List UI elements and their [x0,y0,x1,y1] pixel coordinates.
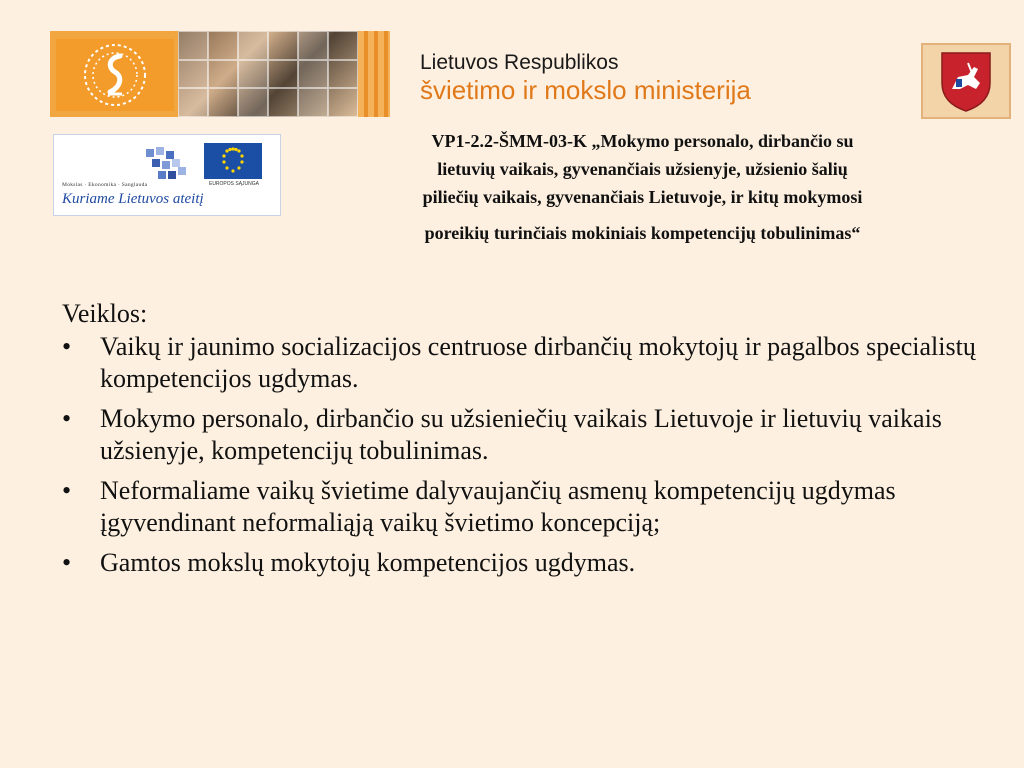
esf-slogan: Kuriame Lietuvos ateitį [62,191,204,207]
project-title-line-3: piliečių vaikais, gyvenančiais Lietuvoje, ir kitų mokymosi [422,187,863,207]
bullet-icon: • [62,476,72,505]
list-item [62,475,992,539]
activities-list [62,331,992,579]
banner-grid [178,31,358,117]
bullet-icon: • [62,404,72,433]
education-emblem-icon [56,39,174,111]
ministry-line-2: švietimo ir mokslo ministerija [420,75,751,105]
list-item [62,331,992,395]
bullet-icon: • [62,548,72,577]
banner-strip [358,31,390,117]
esf-logo [53,134,281,216]
ministry-line-1: Lietuvos Respublikos [420,51,619,74]
project-title-line-1: VP1-2.2-ŠMM-03-K „Mokymo personalo, dirbančio su [431,131,854,151]
list-item-text: Gamtos mokslų mokytojų kompetencijos ugdymas. [100,548,636,577]
list-item-text: Neformaliame vaikų švietime dalyvaujančių asmenų kompetencijų ugdymas įgyvendinant neformaliąją vaikų švietimo koncepciją; [100,476,896,537]
activities-heading: Veiklos: [62,299,148,328]
eu-flag-icon [204,143,262,179]
list-item [62,547,992,579]
ministry-name [420,51,751,105]
project-title-line-4: poreikių turinčiais mokiniais kompetencijų tobulinimas“ [424,223,861,243]
bullet-icon: • [62,332,72,361]
project-title [310,127,975,247]
esf-tagline: Mokslas · Ekonomika · Sanglauda [62,182,148,188]
project-title-line-2: lietuvių vaikais, gyvenančiais užsienyje, užsienio šalių [437,159,848,179]
header-banner [50,31,390,117]
list-item-text: Vaikų ir jaunimo socializacijos centruose dirbančių mokytojų ir pagalbos specialistų kompetencijos ugdymas. [100,332,976,393]
activities-section [62,297,992,587]
list-item [62,403,992,467]
vytis-coat-of-arms-icon [921,43,1011,119]
list-item-text: Mokymo personalo, dirbančio su užsieniečių vaikais Lietuvoje ir lietuvių vaikais užsienyje, kompetencijų tobulinimas. [100,404,942,465]
esf-pixel-icon [140,145,200,185]
eu-caption: EUROPOS SĄJUNGA [208,181,259,187]
